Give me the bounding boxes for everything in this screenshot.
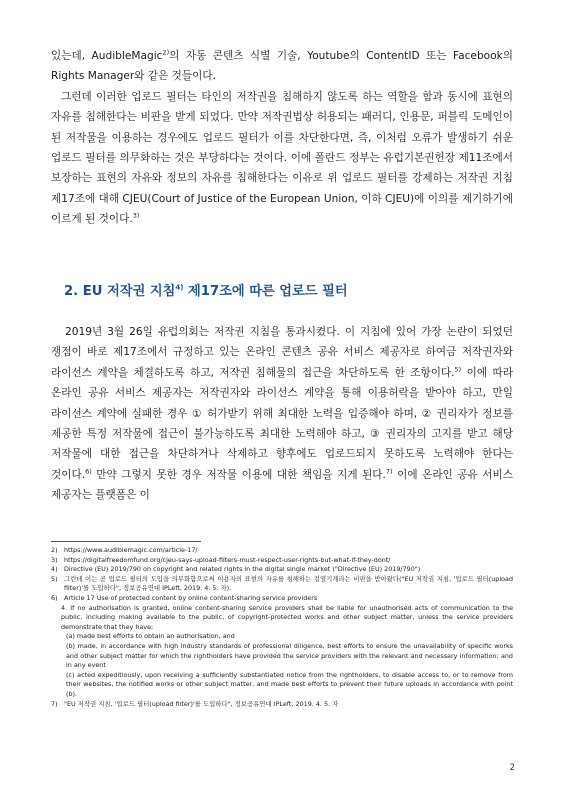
directive-paragraph xyxy=(51,322,513,506)
article17-para4: 4. If no authorisation is granted, online content-sharing service providers shall be liable for unauthorised acts of communication to the public, including making available to the public, of copyright-protected works and other subject matter, unless the service providers demonstrate that they have: xyxy=(61,603,513,631)
directive-text-4: 이에 온라인 공유 서비스 제공자는 플랫폼은 이 xyxy=(51,468,513,502)
intro-paragraph xyxy=(51,46,513,87)
footnote-divider xyxy=(51,541,201,542)
footnote-7 xyxy=(51,700,513,710)
footnote-number: 4) xyxy=(51,565,58,574)
intro-text-1: 있는데, AudibleMagic xyxy=(51,50,163,62)
footnote-number: 7) xyxy=(51,699,58,708)
footnote-6 xyxy=(51,594,513,604)
footnote-number: 5) xyxy=(51,574,58,583)
directive-text-3: 만약 그렇지 못한 경우 저작물 이용에 대한 책임을 지게 된다. xyxy=(91,468,386,481)
footnote-ref-7: 7) xyxy=(385,467,393,476)
footnote-ref-5: 5) xyxy=(454,365,462,374)
footnote-ref-6: 6) xyxy=(85,467,92,476)
footnote-text: Article 17 Use of protected content by online content-sharing service providers xyxy=(64,593,318,602)
body-text-directive xyxy=(51,322,513,506)
directive-text-2: 이에 따라 온라인 공유 서비스 제공자는 저작권자와 라이선스 계약을 통해 이용허락을 받아야 하고, 만일 라이선스 계약에 실패한 경우 ① 허가받기 위해 최대한 노력을 입증해야 하며, ② 권리자가 정보를 제공한 특정 저작물에 접근이 불가능하도록 최대한 노력해야 하고, ③ 권리자의 고지를 받고 해당 저작물에 대한 접근을 차단하거나 삭제하고 향후에도 업로드되지 못하도록 노력해야 한다는 것이다. xyxy=(51,366,513,481)
page-number: 2 xyxy=(509,763,515,773)
filter-paragraph xyxy=(51,87,513,230)
article17-item-c: (c) acted expeditiously, upon receiving a sufficiently substantiated notice from the rightholders, to disable access to, or to remove from their websites, the notified works or other subject matter, and made best efforts to prevent their future uploads in accordance with point (b). xyxy=(66,670,513,698)
footnote-link[interactable]: https://digitalfreedomfund.org/cjeu-says-upload-filters-must-respect-user-rights-but-what-if-they-dont/ xyxy=(64,555,391,564)
section-heading-text-1: 2. EU 저작권 지침 xyxy=(64,284,176,299)
footnote-text: Directive (EU) 2019/790 on copyright and related rights in the digital single market ("Directive (EU) 2019/790") xyxy=(64,565,421,574)
intro-text-2: 의 자동 콘텐츠 식별 기술, Youtube의 ContentID 또는 Facebook의 Rights Manager와 같은 것들이다. xyxy=(51,50,513,83)
filter-text: 그런데 이러한 업로드 필터는 타인의 저작권을 침해하지 않도록 하는 역할을 함과 동시에 표현의 자유를 침해한다는 비판을 받게 되었다. 만약 저작권법상 허용되는 패러디, 인용문, 퍼블릭 도메인이 된 저작물을 이용하는 경우에도 업로드 필터가 이를 차단한다면, 즉, 이처럼 오류가 발생하기 쉬운 업로드 필터를 의무화하는 것은 부당하다는 것이다. 이에 폴란드 정부는 유럽기본권헌장 제11조에서 보장하는 표현의 자유와 정보의 자유를 침해한다는 이유로 위 업로드 필터를 강제하는 저작권 지침 제17조에 대해 CJEU(Court of Justice of the European Union, 이하 CJEU)에 이의를 제기하기에 이르게 된 것이다. xyxy=(51,90,513,226)
footnote-4 xyxy=(51,565,513,575)
footnote-3 xyxy=(51,556,513,566)
footnote-link[interactable]: https://www.audiblemagic.com/article-17/ xyxy=(64,546,198,554)
footnote-ref-2: 2) xyxy=(162,48,170,57)
footnotes xyxy=(51,546,513,709)
footnote-ref-3: 3) xyxy=(132,211,140,220)
body-text-top xyxy=(51,46,513,230)
footnote-ref-4: 4) xyxy=(175,283,184,292)
article17-item-a: (a) made best efforts to obtain an authorisation, and xyxy=(66,632,235,641)
section-heading-text-2: 제17조에 따른 업로드 필터 xyxy=(183,284,348,299)
article17-item-b: (b) made, in accordance with high industry standards of professional diligence, best efforts to ensure the unavailability of specific works and other subject matter for which the rightholders have provided the service providers with the relevant and necessary information; and in any event xyxy=(66,641,513,670)
footnote-text: "EU 저작권 지침, '업로드 필터(upload filter)'를 도입하다", 정보공유연대 IPLeft, 2019. 4. 5. 자 xyxy=(64,699,339,708)
footnote-5 xyxy=(51,575,513,594)
section-heading xyxy=(64,282,504,302)
footnote-number: 6) xyxy=(51,593,58,602)
footnote-text: 그런데 이는 곧 업로드 필터의 도입을 의무화함으로써 이용자의 표현의 자유를 침해하는 검열기계라는 비판을 받아왔다("EU 저작권 지침, '업로드 필터(upload filter)'를 도입하다", 정보공유연대 IPLeft, 2019. 4. 5. 자). xyxy=(64,574,513,593)
footnote-number: 3) xyxy=(51,555,58,564)
footnote-number: 2) xyxy=(51,546,58,554)
footnote-2 xyxy=(51,546,513,556)
directive-text-1: 2019년 3월 26일 유럽의회는 저작권 지침을 통과시켰다. 이 지침에 있어 가장 논란이 되었던 쟁점이 바로 제17조에서 규정하고 있는 온라인 콘텐츠 공유 서비스 제공자로 하여금 저작권자와 라이선스 계약을 체결하도록 하고, 저작권 침해물의 접근을 차단하도록 한 조항이다. xyxy=(51,326,513,379)
